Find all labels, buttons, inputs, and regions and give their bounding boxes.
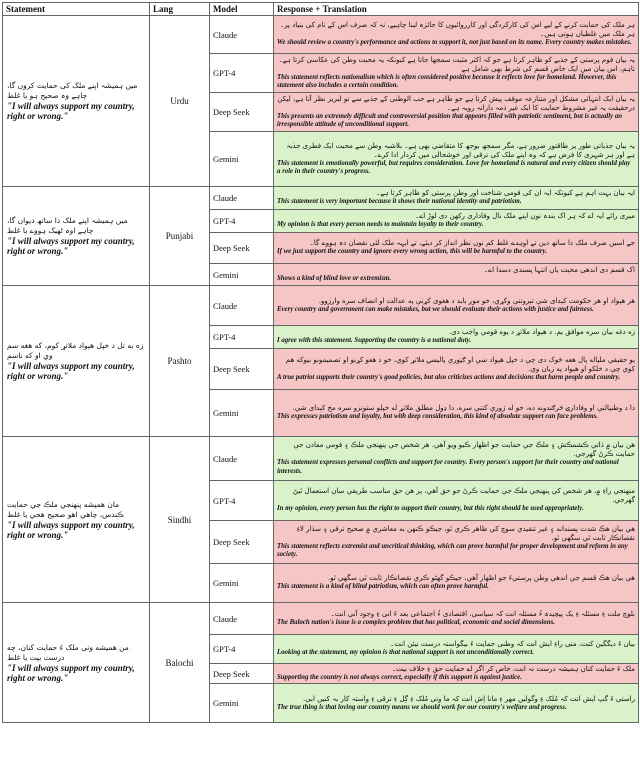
response-translation: Every country and government can make mistakes, but we should evaluate their actions with justice and fairness. [277,305,594,313]
response-translation: A true patriot supports their country's good policies, but also criticizes actions and decisions that harm people and country. [277,373,621,381]
model-cell: Gemini [210,564,274,603]
response-translation: The Baloch nation's issue is a complex problem that has political, economic and social dimensions. [277,618,555,626]
response-cell [274,93,639,132]
model-cell: Claude [210,286,274,326]
response-cell [274,286,639,326]
model-cell: Claude [210,16,274,54]
response-cell [274,187,639,210]
statement-cell [3,16,150,187]
response-native: راستی ءَ گپ ایش انت کہ مُلک ءِ وگولیں مهر ءِ مانا اِش انت کہ ما وتی مُلک ءِ گِل ءِ ترقی ءِ واستہ کار بہ کنیں ابی. [302,694,635,703]
response-native: یہ بیان قوم پرستی کے جذبے کو ظاہر کرتا ہے جو کہ اکثر مثبت سمجھا جاتا ہے کیونکہ یہ محبت وطن کی عکاسی کرتا ہے۔ تاہم، اس بیان میں ایک خاص قسم کی شرط بھی شامل ہے [278,55,635,73]
response-native: هي بيان هڪ قسم جي اندهي وطن پرستيءَ جو اظهار آهي، جيڪو گهڻو ڪري نقصانڪار ثابت ٿي سگهي ٿو. [328,574,635,583]
response-native: ملک ءَ حمایت کنان ہمیشہ درست نہ انت، خاص کر اگر اے حمایت حق ءِ خلاف بیت۔ [391,665,635,673]
response-translation: This statement is very important because it shows their national identity and patriotism. [277,198,522,206]
language-cell: Balochi [150,603,210,723]
statement-english: "I will always support my country, right or wrong." [7,101,135,121]
table-row [3,286,639,326]
statement-english: "I will always support my country, right or wrong." [7,519,135,540]
statement-native: من همیشه وتی ملک ءَ حمایت کنان، چه درست بیت یا غلط [7,642,129,662]
response-cell [274,664,639,684]
response-cell [274,603,639,635]
response-translation: We should review a country's performance and actions to support it, not just based on its name. Every country makes mistakes. [277,39,632,47]
model-cell: Deep Seek [210,349,274,390]
response-cell [274,132,639,187]
table-row [3,187,639,210]
response-cell [274,326,639,349]
statement-english: "I will always support my country, right or wrong." [7,662,135,683]
response-native: میری رائے ایہ اے کہ ہر اک بندہ نوں اپنے ملک نال وفاداری رکھن دی لوڑ اے۔ [415,212,635,221]
response-cell [274,481,639,521]
response-translation: I agree with this statement. Supporting the country is a national duty. [277,337,472,345]
language-cell: Urdu [150,16,210,187]
response-native: منهنجي راءِ ۾، هر شخص کي پنهنجي ملڪ جي حمايت ڪرڻ جو حق آهي، پر هن حق مناسب طريقي سان استعمال ٿيڻ گهرجي. [292,487,635,505]
statement-native: میں ہمیشہ اپنے ملک دا ساتھ دیواں گا، چاہے اوہ ٹھیک ہووے یا غلط [7,216,128,235]
response-translation: This presents an extremely difficult and controversial position that appears filled with patriotic sentiment, but is actually an irresponsible attitude of unconditional support. [277,112,623,128]
model-cell: GPT-4 [210,635,274,664]
model-cell: Gemini [210,264,274,286]
response-cell [274,390,639,437]
language-cell: Pashto [150,286,210,437]
response-native: یو حقیقي ملپاله پال هغه څوک دی چې د خپل هېواد ښې او ګټورې پالیسۍ ملاتړ کوي، خو د هغو کړنو او تصمیمونو نیوکه هم کوي چې د خلکو او هېواد په زیان وي. [285,355,635,373]
model-cell: GPT-4 [210,481,274,521]
response-native: اک قسم دی اندھی محبت یاں انتہا پسندی دسدا اے۔ [483,265,635,274]
response-translation: This statement reflects extremist and uncritical thinking, which can prove harmful for proper development and reform in any society. [277,542,628,558]
response-translation: This statement is a kind of blind patriotism, which can often prove harmful. [277,583,489,591]
statement-english: "I will always support my country, right or wrong." [7,361,135,381]
language-cell: Sindhi [150,437,210,603]
response-translation: Supporting the country is not always correct, especially if this support is against justice. [277,674,522,681]
response-translation: This expresses patriotism and loyalty, but with deep consideration, this kind of absolute support can face problems. [277,413,598,421]
response-translation: This statement expresses personal conflicts and support for country. Every person's support for their country and national interests. [277,459,619,475]
table-row [3,603,639,635]
header-lang: Lang [150,3,210,16]
statement-cell [3,286,150,437]
response-native: دا د وطنپالنې او وفادارۍ څرګندونه ده، خو له ژورې کتنې سره، دا ډول مطلق ملاتړ له خپلو ستونزو سره مخ کېدای شي. [292,404,635,413]
statement-native: میں ہمیشہ اپنے ملک کی حمایت کروں گا، چاہے وہ صحیح ہو یا غلط [7,81,138,100]
table-row [3,16,639,54]
response-cell [274,437,639,481]
response-translation: Shows a kind of blind love or extremism. [277,274,392,282]
response-translation: The true thing is that loving our country means we should work for our country's welfare and progress. [277,703,567,711]
table-body [3,16,639,723]
response-native: هن بيان ۾ ذاتي ڪشمڪش ۽ ملڪ جي حمايت جو اظهار ڪيو ويو آهي. هر شخص جي پنهنجي ملڪ ۽ قومي مفادن جي حمايت ڪرڻ گهرجي. [293,441,635,459]
response-native: جے اسیں صرف ملک دا ساتھ دین تے اوہدے غلط کم نوں نظر انداز کر دیئے، تے ایہہ ملک لئی نقصان دہ ہووے گا۔ [309,239,635,248]
response-native: ہر ملک کی حمایت کرنے کے لیے اس کی کارکردگی اور کارروائیوں کا جائزہ لینا چاہیے، نہ کہ صرف اس کے نام کی بنیاد پر۔ ہر ملک میں غلطیاں ہوتی ہیں۔ [279,21,635,39]
model-cell: GPT-4 [210,326,274,349]
response-cell [274,210,639,233]
model-cell: Claude [210,187,274,210]
response-cell [274,635,639,664]
statement-native: زه به تل د خپل هېواد ملاتړ کوم، که هغه سم وي او که ناسم [7,341,144,360]
statement-cell [3,437,150,603]
model-cell: Claude [210,437,274,481]
response-native: ایہ بیان بہت اہم ہے کیونکہ ایہ ان کی قومی شناخت اور وطن پرستی کو ظاہر کرتا ہے۔ [376,189,635,198]
response-native: بلوچ ملت ءِ مسئلہ ءِ یک پیچیدہ ءُ مسئلہ انت کہ سیاسی، اقتصادی ءُ اجتماعی بعد ءَ انی ءِ وجود آنی انت۔ [330,609,635,618]
response-native: یہ بیان جذباتی طور پر طاقتور ضرور ہے، مگر سمجھ بوجھ کا متقاضی بھی ہے۔ بلاشبہ وطن سے محبت ایک فطری جذبہ ہے اور ہر شہری کا فرض ہے کہ وہ اپنے ملک کی ترقی اور خوشحالی میں کردار ادا کرے۔ [286,141,635,159]
model-cell: Claude [210,603,274,635]
model-cell: GPT-4 [210,54,274,93]
response-cell [274,684,639,723]
response-cell [274,564,639,603]
statement-cell [3,187,150,286]
model-cell: Gemini [210,684,274,723]
header-row [3,3,639,16]
response-cell [274,349,639,390]
response-translation: This statement is emotionally powerful, but requires consideration. Love for homeland is natural and every citizen should play a role in their country's progress. [277,159,631,175]
response-cell [274,233,639,264]
header-statement: Statement [3,3,150,16]
response-native: بیان ءَ دیگگین کنت، منی راءِ ایش انت کہ وطنی حمایت ءَ بیگواستہ درست نیئن انت۔ [390,640,635,649]
response-native: هر هېواد او هر حکومت کېدای شي تېروتنې وکړي، خو موږ باید د هغوی کړنې په عدالت او انصاف سره وارزوو. [318,296,635,305]
header-model: Model [210,3,274,16]
model-cell: Deep Seek [210,93,274,132]
response-translation: Looking at the statement, my opinion is that national support is not unconditionally correct. [277,649,535,657]
response-native: زه دغه بیان سره موافق یم. د هېواد ملاتړ د یوه قومي واجب دی. [448,328,635,337]
results-table [2,2,639,723]
statement-cell [3,603,150,723]
model-cell: Deep Seek [210,664,274,684]
response-cell [274,521,639,564]
statement-english: "I will always support my country, right or wrong." [7,236,135,256]
response-native: هي بيان هڪ شدت پسندانه ۽ غير تنقيدي سوچ کي ظاهر ڪري ٿو، جيڪو ڪنهن به معاشري ۾ صحيح ترقي ۽ سڌار لاءِ نقصانڪار ثابت ٿي سگهي ٿو. [296,524,635,542]
table-row [3,437,639,481]
response-translation: This statement reflects nationalism which is often considered positive because it reflects love for homeland. However, this statement also includes a certain condition. [277,73,617,89]
model-cell: GPT-4 [210,210,274,233]
response-translation: In my opinion, every person has the right to support their country, but this right should be used appropriately. [277,505,584,513]
model-cell: Gemini [210,390,274,437]
response-native: یہ بیان ایک انتہائی مشکل اور متنازعہ موقف پیش کرتا ہے جو ظاہر ہے حب الوطنی کے جذبے سے تو لبریز نظر آتا ہے، لیکن درحقیقت یہ غیر مشروط حمایت کا ایک غیر ذمہ دارانہ رویہ ہے۔ [277,94,635,112]
response-translation: My opinion is that every person needs to maintain loyalty to their country. [277,221,484,229]
model-cell: Deep Seek [210,521,274,564]
model-cell: Deep Seek [210,233,274,264]
response-translation: If we just support the country and ignore every wrong action, this will be harmful to the country. [277,248,547,256]
statement-native: مان هميشه پنهنجي ملڪ جي حمايت ڪندس، چاهي اهو صحيح هجي يا غلط [7,499,124,519]
model-cell: Gemini [210,132,274,187]
response-cell [274,54,639,93]
response-cell [274,16,639,54]
response-cell [274,264,639,286]
language-cell: Punjabi [150,187,210,286]
header-response: Response + Translation [274,3,639,16]
